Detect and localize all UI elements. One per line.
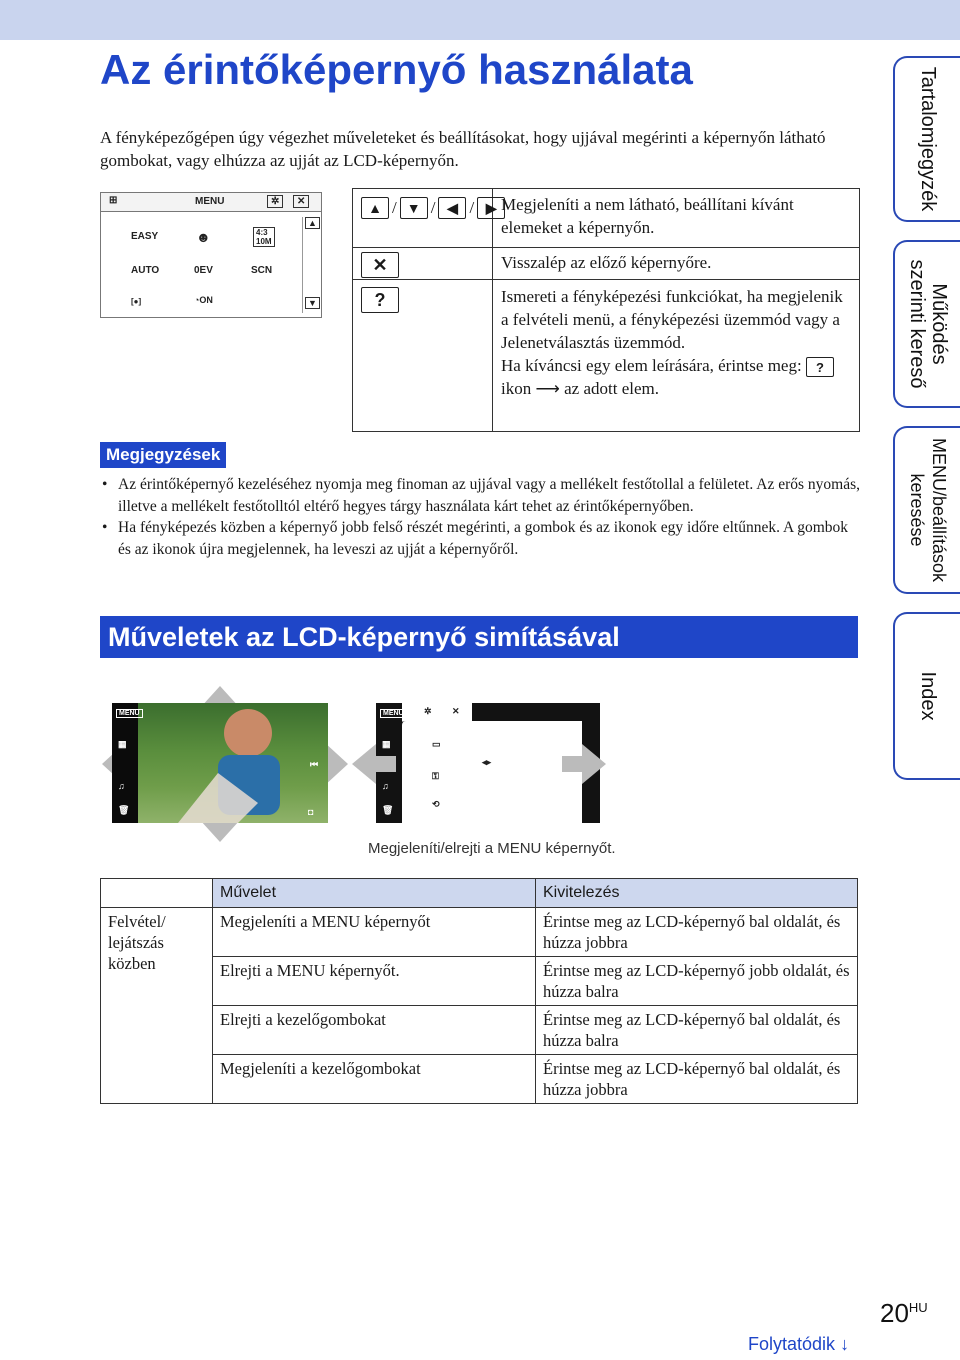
left-arrow-icon: ◀ xyxy=(438,197,466,219)
back-icon-cell xyxy=(361,252,399,278)
tab-index-label: Index xyxy=(916,671,939,721)
close-icon: ✕ xyxy=(452,706,460,716)
easy-label: EASY xyxy=(131,231,159,242)
help-description-text: Ismereti a fényképezési funkciókat, ha megjelenik a felvételi menü, a fényképezési üzemmód vagy a Jelenetválasztás üzemmód. xyxy=(501,287,843,352)
help-inline-icon: ? xyxy=(806,357,834,377)
help-description xyxy=(501,285,851,400)
continue-link[interactable]: Folytatódik ↓ xyxy=(748,1334,850,1354)
selftimer-icon: ◔ON xyxy=(194,295,213,305)
edit-icon: ▭ xyxy=(432,739,441,749)
menu-icon: MENU xyxy=(116,709,143,718)
swipe-arrow-right xyxy=(560,744,608,784)
smile-icon: ☻ xyxy=(196,229,211,245)
child-photo xyxy=(138,703,328,823)
how-cell: Érintse meg az LCD-képernyő bal oldalát, és húzza jobbra xyxy=(536,908,858,957)
table-row xyxy=(101,908,858,957)
row-divider xyxy=(353,279,859,280)
section-heading: Műveletek az LCD-képernyő simításával xyxy=(100,616,858,658)
action-cell: Elrejti a kezelőgombokat xyxy=(213,1006,536,1055)
blank-header xyxy=(101,879,213,908)
table-row xyxy=(101,1055,858,1104)
auto-label: AUTO xyxy=(131,265,160,276)
back-description: Visszalép az előző képernyőre. xyxy=(501,253,712,272)
help-extra-text: Ha kíváncsi egy elem leírására, érintse meg: xyxy=(501,356,802,375)
arrow-description: Megjeleníti a nem látható, beállítani kívánt elemeket a képernyőn. xyxy=(501,195,794,237)
row-label: Felvétel/ lejátszás közben xyxy=(101,908,213,1104)
menu-caption: Megjeleníti/elrejti a MENU képernyőt. xyxy=(368,840,616,857)
right-arrow-icon: ▶ xyxy=(477,197,505,219)
music-icon: ♫ xyxy=(382,781,389,791)
menu-icon: MENU xyxy=(380,709,407,718)
face-detect-icon: [●] xyxy=(131,297,142,306)
music-icon: ♫ xyxy=(118,781,125,791)
grid-icon: ▦ xyxy=(382,739,391,749)
down-arrow-icon: ↓ xyxy=(840,1334,850,1354)
camera-icon: ◘ xyxy=(308,807,314,817)
notes-heading: Megjegyzések xyxy=(100,442,226,468)
down-arrow-icon: ▼ xyxy=(400,197,428,219)
arrow-right-icon: ⟶ xyxy=(535,379,560,399)
back-x-icon: ✕ xyxy=(361,252,399,278)
icon-description-table xyxy=(352,188,860,432)
menu-panel xyxy=(402,721,582,823)
tab-operation-label: Működés szerinti kereső xyxy=(905,259,950,389)
scroll-up-icon: ▲ xyxy=(305,217,320,229)
tab-toc[interactable] xyxy=(893,56,960,222)
settings-icon: ✲ xyxy=(267,195,283,208)
header-band xyxy=(0,0,960,40)
tab-menu-search[interactable] xyxy=(893,426,960,594)
how-cell: Érintse meg az LCD-képernyő jobb oldalát, és húzza balra xyxy=(536,957,858,1006)
help-question-icon: ? xyxy=(361,287,399,313)
arrow-icons: ▲ / ▼ / ◀ / ▶ xyxy=(361,197,505,219)
child-figure xyxy=(138,703,328,823)
action-cell: Megjeleníti a kezelőgombokat xyxy=(213,1055,536,1104)
menu-label: MENU xyxy=(195,196,225,207)
table-header-row xyxy=(101,879,858,908)
tab-toc-label: Tartalomjegyzék xyxy=(916,66,939,212)
tab-operation-search[interactable] xyxy=(893,240,960,408)
intro-text: A fényképezőgépen úgy végezhet műveleteket és beállításokat, hogy ujjával megérinti a képernyőn látható gombokat, vagy elhúzza az ujját az LCD-képernyőn. xyxy=(100,128,826,170)
menu-toolbar xyxy=(402,703,472,722)
camera-toolbar xyxy=(101,193,321,212)
playback-screen-illustration xyxy=(112,703,328,823)
up-arrow-icon: ▲ xyxy=(361,197,389,219)
operations-table xyxy=(100,878,858,1104)
note-item: • Az érintőképernyő kezeléséhez nyomja meg finoman az ujjával vagy a mellékelt festőtollal a felületet. Az erős nyomás, illetve a mellékelt festőtolltól eltérő hegyes tárgy használata kárt tehet az érintőképernyőben. xyxy=(100,474,860,517)
help-extra-icon-word: ikon xyxy=(501,379,532,399)
page-number: $20^{HU}$ xyxy=(880,1298,928,1328)
action-cell: Elrejti a MENU képernyőt. xyxy=(213,957,536,1006)
row-divider xyxy=(353,247,859,248)
ev-label: 0EV xyxy=(194,265,213,276)
trash-icon: 🗑 xyxy=(118,805,130,815)
scroll-down-icon: ▼ xyxy=(305,297,320,309)
swipe-arrow-left xyxy=(350,744,398,784)
prev-icon: ⏮ xyxy=(310,759,319,769)
table-row xyxy=(101,1006,858,1055)
trash-icon: 🗑 xyxy=(382,805,394,815)
grid-icon: ▦ xyxy=(118,739,127,749)
table-row xyxy=(101,957,858,1006)
settings-icon: ✲ xyxy=(424,706,432,716)
help-icon-cell xyxy=(361,287,399,313)
header-action: Művelet xyxy=(213,879,536,908)
rotate-icon: ⟲ xyxy=(432,799,440,809)
note-item: • Ha fényképezés közben a képernyő jobb felső részét megérinti, a gombok és az ikonok egy időre eltűnnek. A gombok és az ikonok újra megjelennek, ha leveszi az ujját a képernyőről. xyxy=(100,517,860,560)
scrollbar xyxy=(302,217,317,313)
header-how: Kivitelezés xyxy=(536,879,858,908)
close-icon: ✕ xyxy=(293,195,309,208)
help-extra-end: az adott elem. xyxy=(564,379,659,399)
camera-screen-illustration xyxy=(100,192,322,318)
camera-bag-icon: ⊞ xyxy=(109,195,118,206)
image-size-icon: 4:3 10M xyxy=(253,227,275,247)
notes-list xyxy=(100,474,860,560)
page-title: Az érintőképernyő használata xyxy=(100,46,693,93)
key-icon: ⚿ xyxy=(432,771,439,781)
scn-label: SCN xyxy=(251,265,273,276)
column-divider xyxy=(492,189,493,431)
how-cell: Érintse meg az LCD-képernyő bal oldalát, és húzza balra xyxy=(536,1006,858,1055)
tab-index[interactable] xyxy=(893,612,960,780)
action-cell: Megjeleníti a MENU képernyőt xyxy=(213,908,536,957)
how-cell: Érintse meg az LCD-képernyő bal oldalát, és húzza jobbra xyxy=(536,1055,858,1104)
tab-menu-label: MENU/beállítások keresése xyxy=(906,437,949,583)
swap-icon: ◂▸ xyxy=(482,757,492,767)
